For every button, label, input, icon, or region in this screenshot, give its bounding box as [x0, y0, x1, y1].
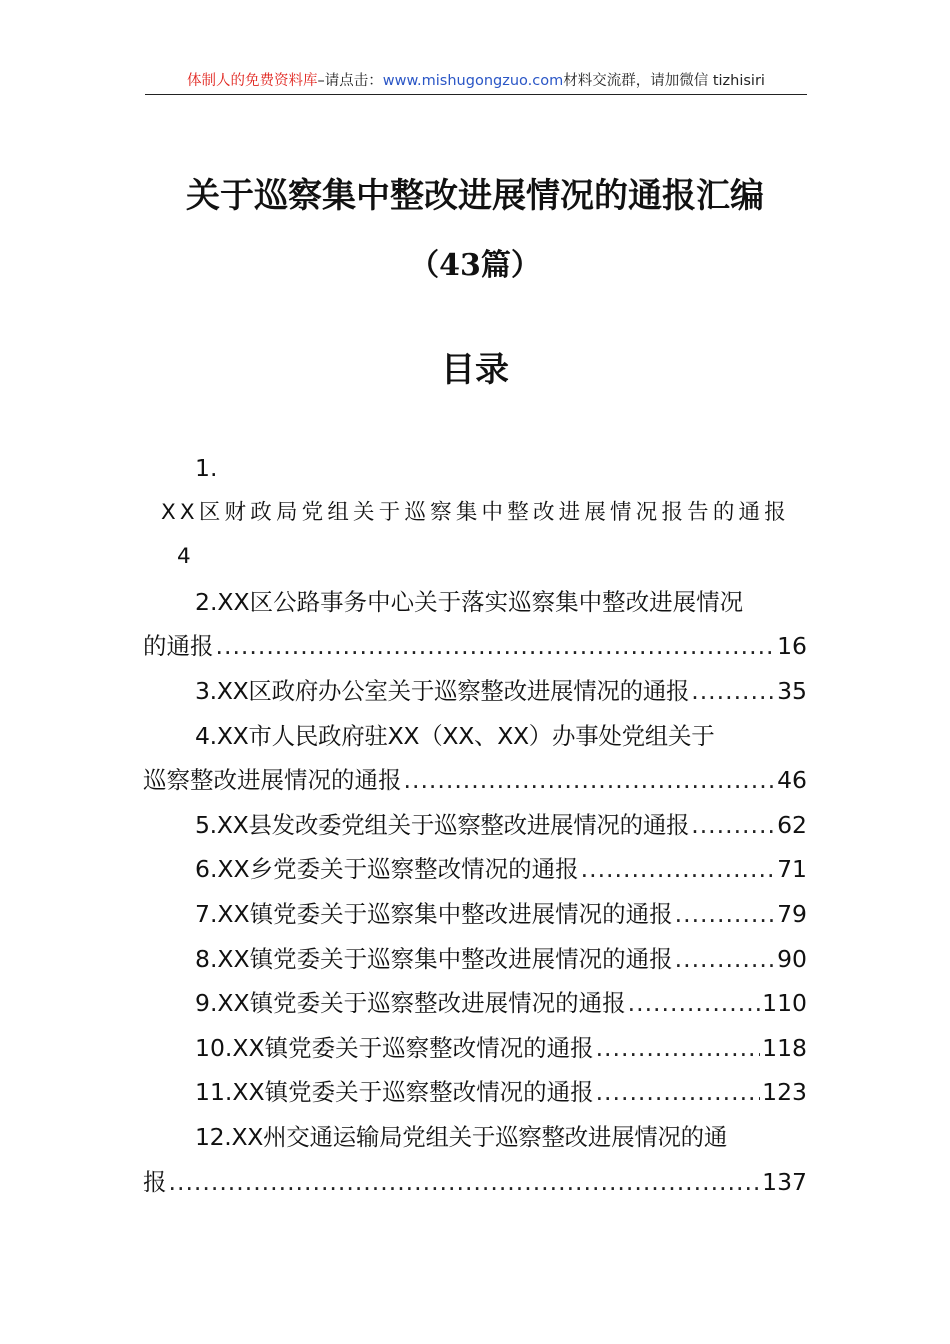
toc-entry-2-line2: 的通报	[143, 632, 214, 661]
toc-entry-11-page: 123	[762, 1078, 807, 1107]
dot-leader	[216, 624, 776, 669]
toc-entry-3[interactable]	[143, 669, 807, 714]
dot-leader	[691, 803, 775, 848]
toc-entry-9-title: 9.XX镇党委关于巡察整改进展情况的通报	[195, 989, 626, 1018]
toc-entry-2-page: 16	[777, 632, 807, 661]
toc-entry-1-number[interactable]: 1.	[195, 454, 218, 482]
toc-entry-4-line2: 巡察整改进展情况的通报	[143, 766, 402, 795]
dot-leader	[628, 981, 761, 1026]
toc-entry-8-title: 8.XX镇党委关于巡察集中整改进展情况的通报	[195, 944, 673, 973]
toc-entry-12-page: 137	[762, 1167, 807, 1196]
toc-entry-10-page: 118	[762, 1033, 807, 1062]
toc-entry-11-title: 11.XX镇党委关于巡察整改情况的通报	[195, 1078, 594, 1107]
toc-entry-7[interactable]	[143, 892, 807, 937]
toc-entry-12-line1[interactable]: 12.XX州交通运输局党组关于巡察整改进展情况的通	[195, 1122, 728, 1151]
table-of-contents	[143, 446, 807, 1204]
toc-entry-5-title: 5.XX县发改委党组关于巡察整改进展情况的通报	[195, 810, 690, 839]
toc-entry-4-line1[interactable]: 4.XX市人民政府驻XX（XX、XX）办事处党组关于	[195, 721, 715, 750]
toc-entry-8[interactable]	[143, 937, 807, 982]
toc-entry-3-page: 35	[777, 676, 807, 705]
toc-entry-2[interactable]	[143, 624, 807, 669]
header-library-name: 体制人的免费资料库	[187, 73, 318, 89]
toc-entry-1-page[interactable]: 4	[177, 544, 191, 570]
dot-leader	[404, 758, 776, 803]
toc-entry-12-line2: 报	[143, 1167, 167, 1196]
toc-entry-5-page: 62	[777, 810, 807, 839]
dot-leader	[596, 1026, 761, 1071]
document-title: 关于巡察集中整改进展情况的通报汇编	[186, 176, 764, 216]
toc-entry-9[interactable]	[143, 981, 807, 1026]
toc-entry-1-title[interactable]: XX区财政局党组关于巡察集中整改进展情况报告的通报	[161, 499, 790, 525]
dot-leader	[675, 937, 775, 982]
toc-entry-7-title: 7.XX镇党委关于巡察集中整改进展情况的通报	[195, 899, 673, 928]
header-url-link[interactable]: www.mishugongzuo.com	[382, 73, 564, 89]
document-subtitle: （43篇）	[409, 248, 541, 283]
toc-entry-9-page: 110	[762, 989, 807, 1018]
toc-entry-7-page: 79	[777, 899, 807, 928]
dot-leader	[169, 1160, 761, 1205]
toc-entry-6[interactable]	[143, 847, 807, 892]
toc-entry-6-page: 71	[777, 855, 807, 884]
toc-entry-6-title: 6.XX乡党委关于巡察整改情况的通报	[195, 855, 579, 884]
dot-leader	[581, 847, 775, 892]
dot-leader	[675, 892, 775, 937]
page-header	[145, 70, 807, 95]
toc-entry-3-title: 3.XX区政府办公室关于巡察整改进展情况的通报	[195, 676, 690, 705]
dot-leader	[691, 669, 775, 714]
toc-entry-8-page: 90	[777, 944, 807, 973]
toc-entry-10[interactable]	[143, 1026, 807, 1071]
toc-entry-5[interactable]	[143, 803, 807, 848]
toc-entry-10-title: 10.XX镇党委关于巡察整改情况的通报	[195, 1033, 594, 1062]
toc-entry-4[interactable]	[143, 758, 807, 803]
toc-entry-12[interactable]	[143, 1160, 807, 1205]
toc-heading: 目录	[441, 350, 509, 390]
header-note: 材料交流群，请加微信 tizhisiri	[563, 73, 765, 89]
toc-entry-11[interactable]	[143, 1070, 807, 1115]
header-prompt: –请点击：	[317, 73, 383, 89]
toc-entry-2-line1[interactable]: 2.XX区公路事务中心关于落实巡察集中整改进展情况	[195, 587, 744, 616]
dot-leader	[596, 1070, 761, 1115]
toc-entry-4-page: 46	[777, 766, 807, 795]
